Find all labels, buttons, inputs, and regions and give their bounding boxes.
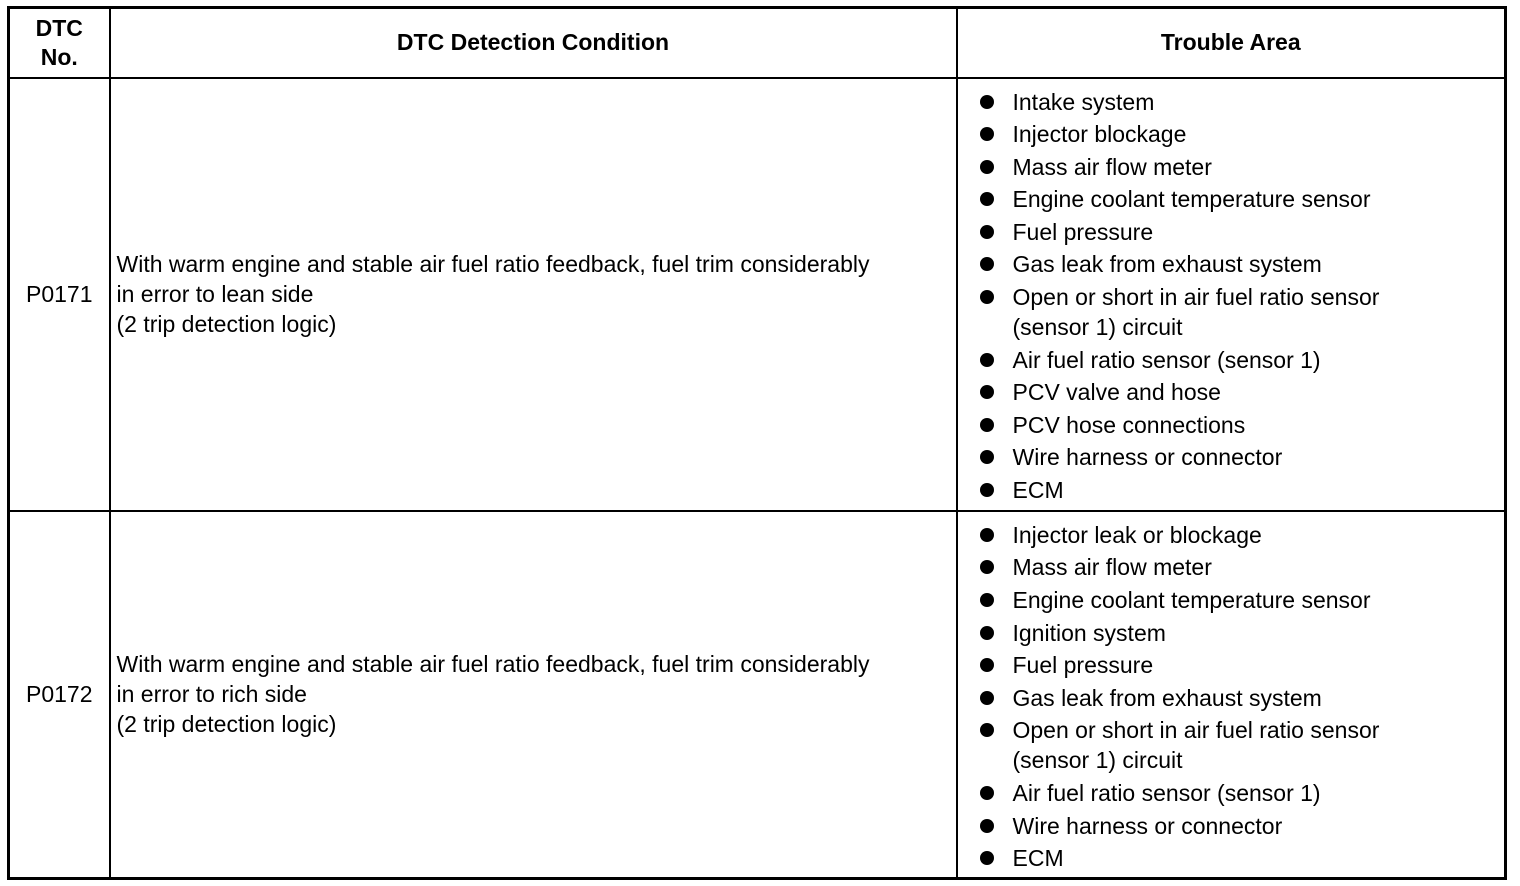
trouble-area-item (980, 811, 1505, 841)
detection-condition (110, 78, 957, 511)
trouble-area-text: Injector blockage (1012, 121, 1187, 148)
bullet-icon (980, 282, 1013, 312)
condition-line: With warm engine and stable air fuel ratio feedback, fuel trim considerably (116, 251, 870, 278)
bullet-icon (980, 650, 1013, 680)
bullet-icon (980, 843, 1013, 873)
bullet-icon (980, 119, 1013, 149)
condition-line: in error to rich side (116, 681, 307, 708)
trouble-area-item (980, 442, 1505, 472)
trouble-area-item (980, 552, 1505, 582)
condition-line: (2 trip detection logic) (116, 311, 337, 338)
trouble-area-item (980, 249, 1505, 279)
trouble-area-text: Engine coolant temperature sensor (1012, 186, 1371, 213)
table-row (9, 511, 1506, 879)
bullet-icon (980, 184, 1013, 214)
trouble-area-item (980, 345, 1505, 375)
trouble-area-text: Open or short in air fuel ratio sensor (sensor 1) circuit (1012, 284, 1380, 341)
trouble-area-item (980, 843, 1505, 873)
trouble-area-item (980, 475, 1505, 505)
trouble-area-item (980, 377, 1505, 407)
bullet-icon (980, 475, 1013, 505)
trouble-area-item (980, 520, 1505, 550)
trouble-area-text: Intake system (1012, 88, 1155, 115)
trouble-area-text: Wire harness or connector (1012, 444, 1283, 471)
bullet-icon (980, 811, 1013, 841)
trouble-area-text: Gas leak from exhaust system (1012, 684, 1322, 711)
trouble-area-text: Fuel pressure (1012, 218, 1154, 245)
bullet-icon (980, 715, 1013, 745)
trouble-area-text: PCV hose connections (1012, 411, 1246, 438)
trouble-area-item (980, 152, 1505, 182)
header-trouble-area: Trouble Area (957, 8, 1506, 78)
trouble-area-item (980, 585, 1505, 615)
trouble-area-text: Engine coolant temperature sensor (1012, 587, 1371, 614)
table-row (9, 78, 1506, 511)
trouble-area-item (980, 184, 1505, 214)
trouble-area-list (980, 87, 1505, 506)
trouble-area-text: Open or short in air fuel ratio sensor (sensor 1) circuit (1012, 717, 1380, 774)
condition-line: With warm engine and stable air fuel ratio feedback, fuel trim considerably (116, 651, 870, 678)
bullet-icon (980, 585, 1013, 615)
bullet-icon (980, 152, 1013, 182)
header-condition: DTC Detection Condition (110, 8, 957, 78)
header-dtc-no (9, 8, 110, 78)
dtc-table (7, 6, 1507, 880)
bullet-icon (980, 552, 1013, 582)
trouble-area-cell (957, 511, 1506, 879)
trouble-area-item (980, 410, 1505, 440)
trouble-area-text: Fuel pressure (1012, 652, 1154, 679)
dtc-code: P0171 (9, 78, 110, 511)
bullet-icon (980, 778, 1013, 808)
trouble-area-text: ECM (1012, 477, 1064, 504)
trouble-area-text: Wire harness or connector (1012, 812, 1283, 839)
trouble-area-text: Mass air flow meter (1012, 554, 1212, 581)
trouble-area-list (980, 520, 1505, 873)
trouble-area-item (980, 715, 1505, 775)
detection-condition (110, 511, 957, 879)
trouble-area-text: Air fuel ratio sensor (sensor 1) (1012, 346, 1321, 373)
bullet-icon (980, 410, 1013, 440)
header-dtc-no-line-1: DTC (35, 14, 83, 41)
trouble-area-text: Ignition system (1012, 619, 1166, 646)
bullet-icon (980, 217, 1013, 247)
bullet-icon (980, 442, 1013, 472)
condition-line: in error to lean side (116, 281, 314, 308)
header-dtc-no-line-2: No. (40, 43, 78, 70)
bullet-icon (980, 345, 1013, 375)
table-header-row (9, 8, 1506, 78)
trouble-area-text: Air fuel ratio sensor (sensor 1) (1012, 780, 1321, 807)
trouble-area-text: Injector leak or blockage (1012, 521, 1262, 548)
trouble-area-item (980, 778, 1505, 808)
trouble-area-item (980, 87, 1505, 117)
trouble-area-item (980, 618, 1505, 648)
bullet-icon (980, 377, 1013, 407)
trouble-area-text: ECM (1012, 845, 1064, 872)
bullet-icon (980, 683, 1013, 713)
trouble-area-item (980, 282, 1505, 342)
bullet-icon (980, 618, 1013, 648)
trouble-area-text: Mass air flow meter (1012, 153, 1212, 180)
trouble-area-item (980, 683, 1505, 713)
trouble-area-cell (957, 78, 1506, 511)
bullet-icon (980, 87, 1013, 117)
bullet-icon (980, 249, 1013, 279)
condition-line: (2 trip detection logic) (116, 711, 337, 738)
trouble-area-text: PCV valve and hose (1012, 379, 1221, 406)
bullet-icon (980, 520, 1013, 550)
trouble-area-item (980, 217, 1505, 247)
trouble-area-item (980, 119, 1505, 149)
dtc-code: P0172 (9, 511, 110, 879)
trouble-area-text: Gas leak from exhaust system (1012, 251, 1322, 278)
trouble-area-item (980, 650, 1505, 680)
